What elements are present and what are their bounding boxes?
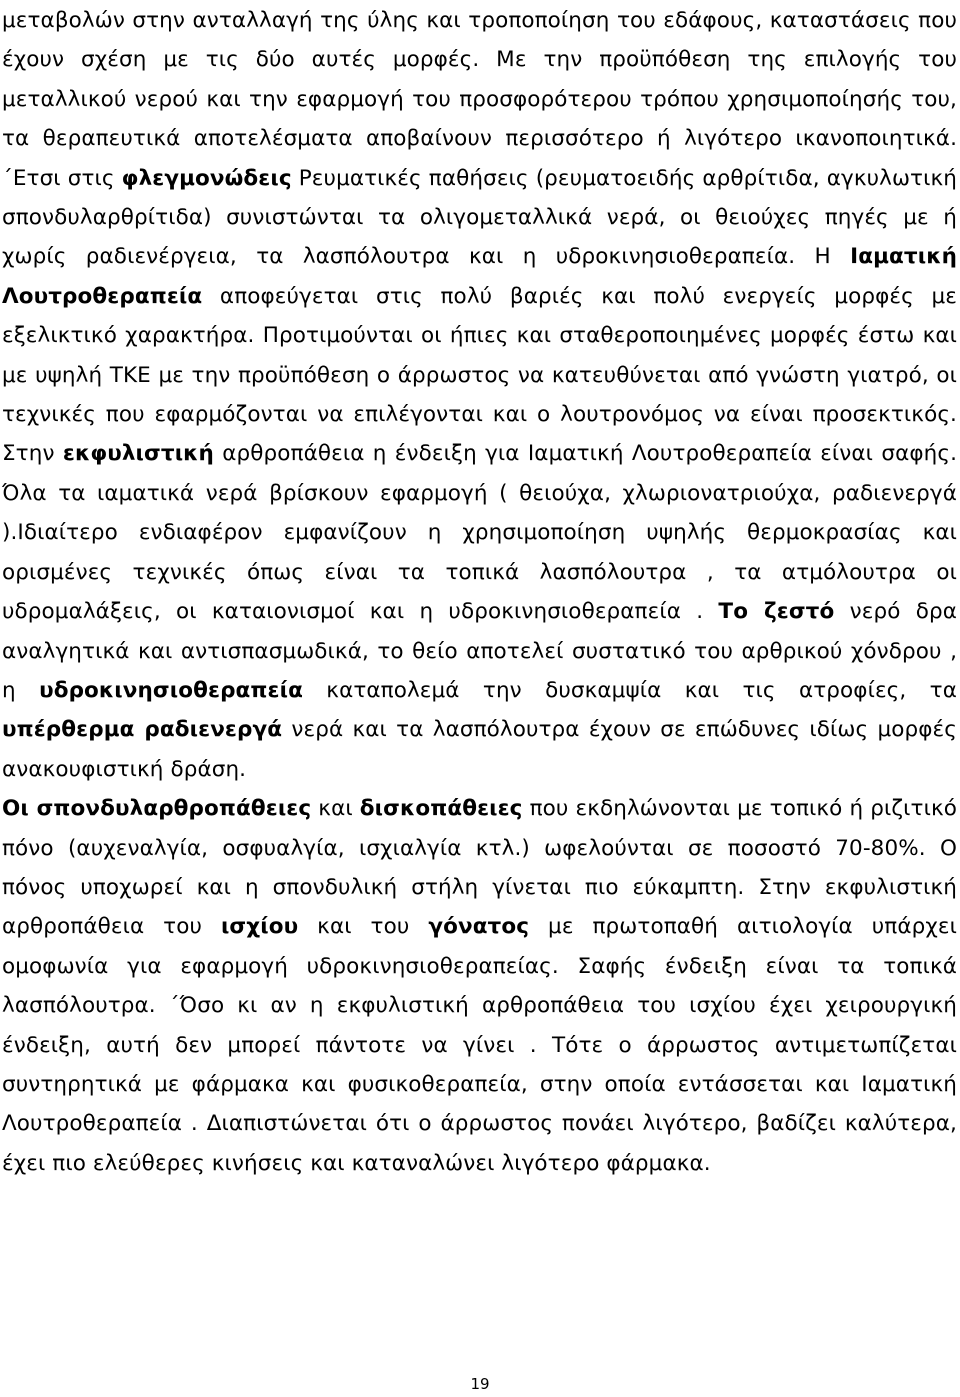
paragraph-rheumatic: [2, 1, 957, 789]
bold-term: υδροκινησιοθεραπεία: [39, 677, 303, 703]
bold-term: φλεγμονώδεις: [121, 165, 292, 191]
text-run: που εκδηλώνονται με τοπικό ή ριζιτικό πόνο (αυχεναλγία, οσφυαλγία, ισχιαλγία κτλ.) ωφελούνται σε ποσοστό 70-80%. Ο πόνος υποχωρεί και η σπονδυλική στήλη γίνεται πιο εύκαμπτη. Στην εκφυλιστική αρθροπάθεια του: [2, 796, 957, 940]
text-run: νερά και τα λασπόλουτρα έχουν σε επώδυνες ιδίως μορφές ανακουφιστική δράση.: [2, 717, 957, 782]
text-run: Ρευματικές παθήσεις (ρευματοειδής αρθρίτιδα, αγκυλωτική σπονδυλαρθρίτιδα) συνιστώνται τα ολιγομεταλλικά νερά, οι θειούχες πηγές με ή χωρίς ραδιενέργεια, τα λασπόλουτρα και η υδροκινησιοθεραπεία. Η: [2, 165, 957, 270]
text-run: με πρωτοπαθή αιτιολογία υπάρχει ομοφωνία για εφαρμογή υδροκινησιοθεραπείας. Σαφής ένδειξη είναι τα τοπικά λασπόλουτρα. ΄Όσο κι αν η εκφυλιστική αρθροπάθεια του ισχίου έχει χειρουργική ένδειξη, αυτή δεν μπορεί πάντοτε να γίνει . Τότε ο άρρωστος αντιμετωπίζεται συντηρητικά με φάρμακα και φυσικοθεραπεία, στην οποία εντάσσεται και Ιαματική Λουτροθεραπεία . Διαπιστώνεται ότι ο άρρωστος πονάει λιγότερο, βαδίζει καλύτερα, έχει πιο ελεύθερες κινήσεις και καταναλώνει λιγότερο φάρμακα.: [2, 914, 957, 1176]
bold-term: Ιαματική Λουτροθεραπεία: [2, 244, 957, 309]
bold-term: γόνατος: [428, 914, 530, 940]
text-run: αρθροπάθεια η ένδειξη για Ιαματική Λουτροθεραπεία είναι σαφής. Όλα τα ιαματικά νερά βρίσκουν εφαρμογή ( θειούχα, χλωριονατριούχα, ραδιενεργά ).Ιδιαίτερο ενδιαφέρον εμφανίζουν η χρησιμοποίηση υψηλής θερμοκρασίας και ορισμένες τεχνικές όπως είναι τα τοπικά λασπόλουτρα , τα ατμόλουτρα οι υδρομαλάξεις, οι καταιονισμοί και η υδροκινησιοθεραπεία .: [2, 441, 958, 625]
text-run: νερό δρα αναλγητικά και αντισπασμωδικά, το θείο αποτελεί συστατικό του αρθρικού χόνδρου , η: [2, 599, 957, 703]
bold-term: Οι σπονδυλαρθροπάθειες: [2, 796, 312, 822]
text-run: αποφεύγεται στις πολύ βαριές και πολύ ενεργείς μορφές με εξελικτικό χαρακτήρα. Προτιμούνται οι ήπιες και σταθεροποιημένες μορφές έστω και με υψηλή ΤΚΕ με την προϋπόθεση ο άρρωστος να κατευθύνεται από γνώστη γιατρό, οι τεχνικές που εφαρμόζονται να επιλέγονται και ο λουτρονόμος να είναι προσεκτικός. Στην: [2, 283, 957, 467]
bold-term: υπέρθερμα ραδιενεργά: [2, 717, 283, 743]
paragraph-spondylarthropathy: [2, 789, 957, 1183]
bold-term: δισκοπάθειες: [359, 796, 523, 822]
body-text: [2, 1, 957, 1183]
page-number: 19: [470, 1375, 490, 1393]
bold-term: ισχίου: [220, 914, 299, 940]
text-run: καταπολεμά την δυσκαμψία και τις ατροφίες, τα: [302, 677, 957, 703]
text-run: και: [311, 796, 360, 822]
bold-term: εκφυλιστική: [62, 441, 214, 467]
bold-term: Το ζεστό: [718, 599, 835, 625]
text-run: και του: [298, 914, 429, 940]
text-run: μεταβολών στην ανταλλαγή της ύλης και τροποποίηση του εδάφους, καταστάσεις που έχουν σχέση με τις δύο αυτές μορφές. Με την προϋπόθεση της επιλογής του μεταλλικού νερού και την εφαρμογή του προσφορότερου τρόπου χρησιμοποίησής του, τα θεραπευτικά αποτελέσματα αποβαίνουν περισσότερο ή λιγότερο ικανοποιητικά. ΄Ετσι στις: [2, 8, 957, 191]
